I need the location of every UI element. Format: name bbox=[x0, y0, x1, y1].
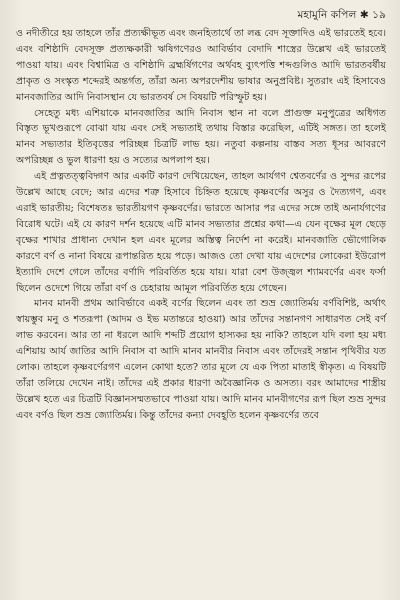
paragraph-4: মানব মানবী প্রথম আবির্ভাবে একই বর্ণের ছিলেন এবং তা শুভ্র জ্যোতির্ময় বর্ণবিশিষ্ট, অর্থাৎ স্বায়ম্ভুব মনু ও শতরূপা (আদম ও ইভ মতান্তরে হাওয়া) আর তাঁদের সন্তানগণ সাধারণত সেই বর্ণ লাভ করবেন। আর তা না ধরলে আদি শব্দটি প্রয়োগ হাস্যকর হয় নাকি? তাহলে যদি বলা হয় মধ্য এশিয়ায় আর্য জাতির আদি নিবাস বা আদি মানব মানবীর নিবাস এবং তাঁদেরই সন্তান পৃথিবীর যত লোক। তাহলে কৃষ্ণবর্ণেরগণ এলেন কোথা হতে? তার মূলে যে এক পিতা মাতাই স্বীকৃত। এ বিষয়টি তাঁরা তলিয়ে দেখেন নাই। তাঁদের এই প্রকার ধারণা অবৈজ্ঞানিক ও অসত্য। বরং আমাদের শাস্ত্রীয় উল্লেখ হতে এর চিত্রটি বিজ্ঞানসম্মতভাবে পাওয়া যায়। আদি মানব মানবীগণের রূপ ছিল শুভ্র সুন্দর এবং বর্ণও ছিল শুভ্র জ্যোতির্ময়। কিন্তু তাঁদের কন্যা দেবহূতি হলেন কৃষ্ণবর্ণের তবে bbox=[16, 298, 386, 421]
paragraph-3: এই প্রত্নতত্ত্ববিদ্গণ আর একটি কারণ দেখিয়েছেন, তাহল আর্যগণ শ্বেতবর্ণের ও সুন্দর রূপের উল্লেখ আছে বেদে; আর এদের শত্রু হিসাবে চিহ্নিত হয়েছে কৃষ্ণবর্ণের অসুর ও দৈত্যগণ, এবং এরাই ভারতীয়; বিশেষতঃ ভারতীয়গণ কৃষ্ণবর্ণের। ভারতে আসার পর এদের সঙ্গে তাই অনার্যগণের বিরোধ ঘটে। এই যে কারণ দর্শন হয়েছে এটি মানব সভ্যতার প্রশ্নের কথা—এ যেন বৃক্ষের মূল ছেড়ে বৃক্ষের শাখার প্রাধান্য দেখান হল এবং মূলের অস্তিত্ব নির্দেশ না করেই। মানবজাতি ভৌগোলিক কারণে বর্ণ ও নানা বিষয়ে রূপান্তরিত হয়ে পড়ে। আজও তো দেখা যায় এদেশের লোকেরা ইউরোপ ইত্যাদি দেশে গেলে তাঁদের বর্ণাদি পরিবর্তিত হয়ে যায়। যারা বেশ উজ্জ্বল শ্যামবর্ণের এবং ফর্সা ছিলেন ওদেশে গিয়ে তাঁরা বর্ণ ও চেহারায় আমূল পরিবর্তিত হয়ে গেছেন। bbox=[16, 171, 386, 294]
paragraph-2: সেহেতু মধ্য এশিয়াকে মানবজাতির আদি নিবাস স্থান না বলে প্রাগুক্ত মনুপুত্রের অধিগত বিস্তৃত ভূখণ্ডরূপে বোঝা যায় এবং সেই সভ্যতাই তথায় বিস্তার করেছিল, এটিই সঙ্গত। তা হলেই মানব সভ্যতার ইতিবৃত্তের পরিচ্ছন্ন চিত্রটি লাভ হয়। নতুবা কল্পনায় বাস্তব সত্য ধূসর আবরণে অপরিচ্ছন্ন ও ভুল ধারণা হয় ও সত্যের অপলাপ হয়। bbox=[16, 107, 386, 167]
paragraph-1: ও নদীতীরে হয় তাহলে তাঁর প্রত্যক্ষীভূত এবং জনহিতার্থে তা লব্ধ বেদ সূক্তাদিও এই ভারতেই হবে। এবং বশিষ্ঠাদি বেদসূক্ত প্রত্যক্ষকারী ঋষিগণেরও আবির্ভাব বেদাদি শাস্ত্রের উল্লেখ এই ভারতেই পাওয়া যায়। এবং বিশ্বামিত্র ও বশিষ্ঠাদি ব্রহ্মর্ষিগণের অর্থবহ ব্যুৎপত্তি শব্দগুলিও আদি ভারতবর্ষীয় প্রাকৃত ও সংস্কৃত শব্দেরই অন্তর্গত, তাঁরা অন্য অপরদেশীয় ভাষার অনুপ্রবিষ্ট। সুতরাং এই হিসাবেও মানবজাতির আদি নিবাসস্থান যে ভারতবর্ষ সে বিষয়টি পরিস্ফুট হয়। bbox=[16, 28, 386, 103]
running-head: মহামুনি কপিল ✱ ১৯ bbox=[297, 9, 386, 21]
